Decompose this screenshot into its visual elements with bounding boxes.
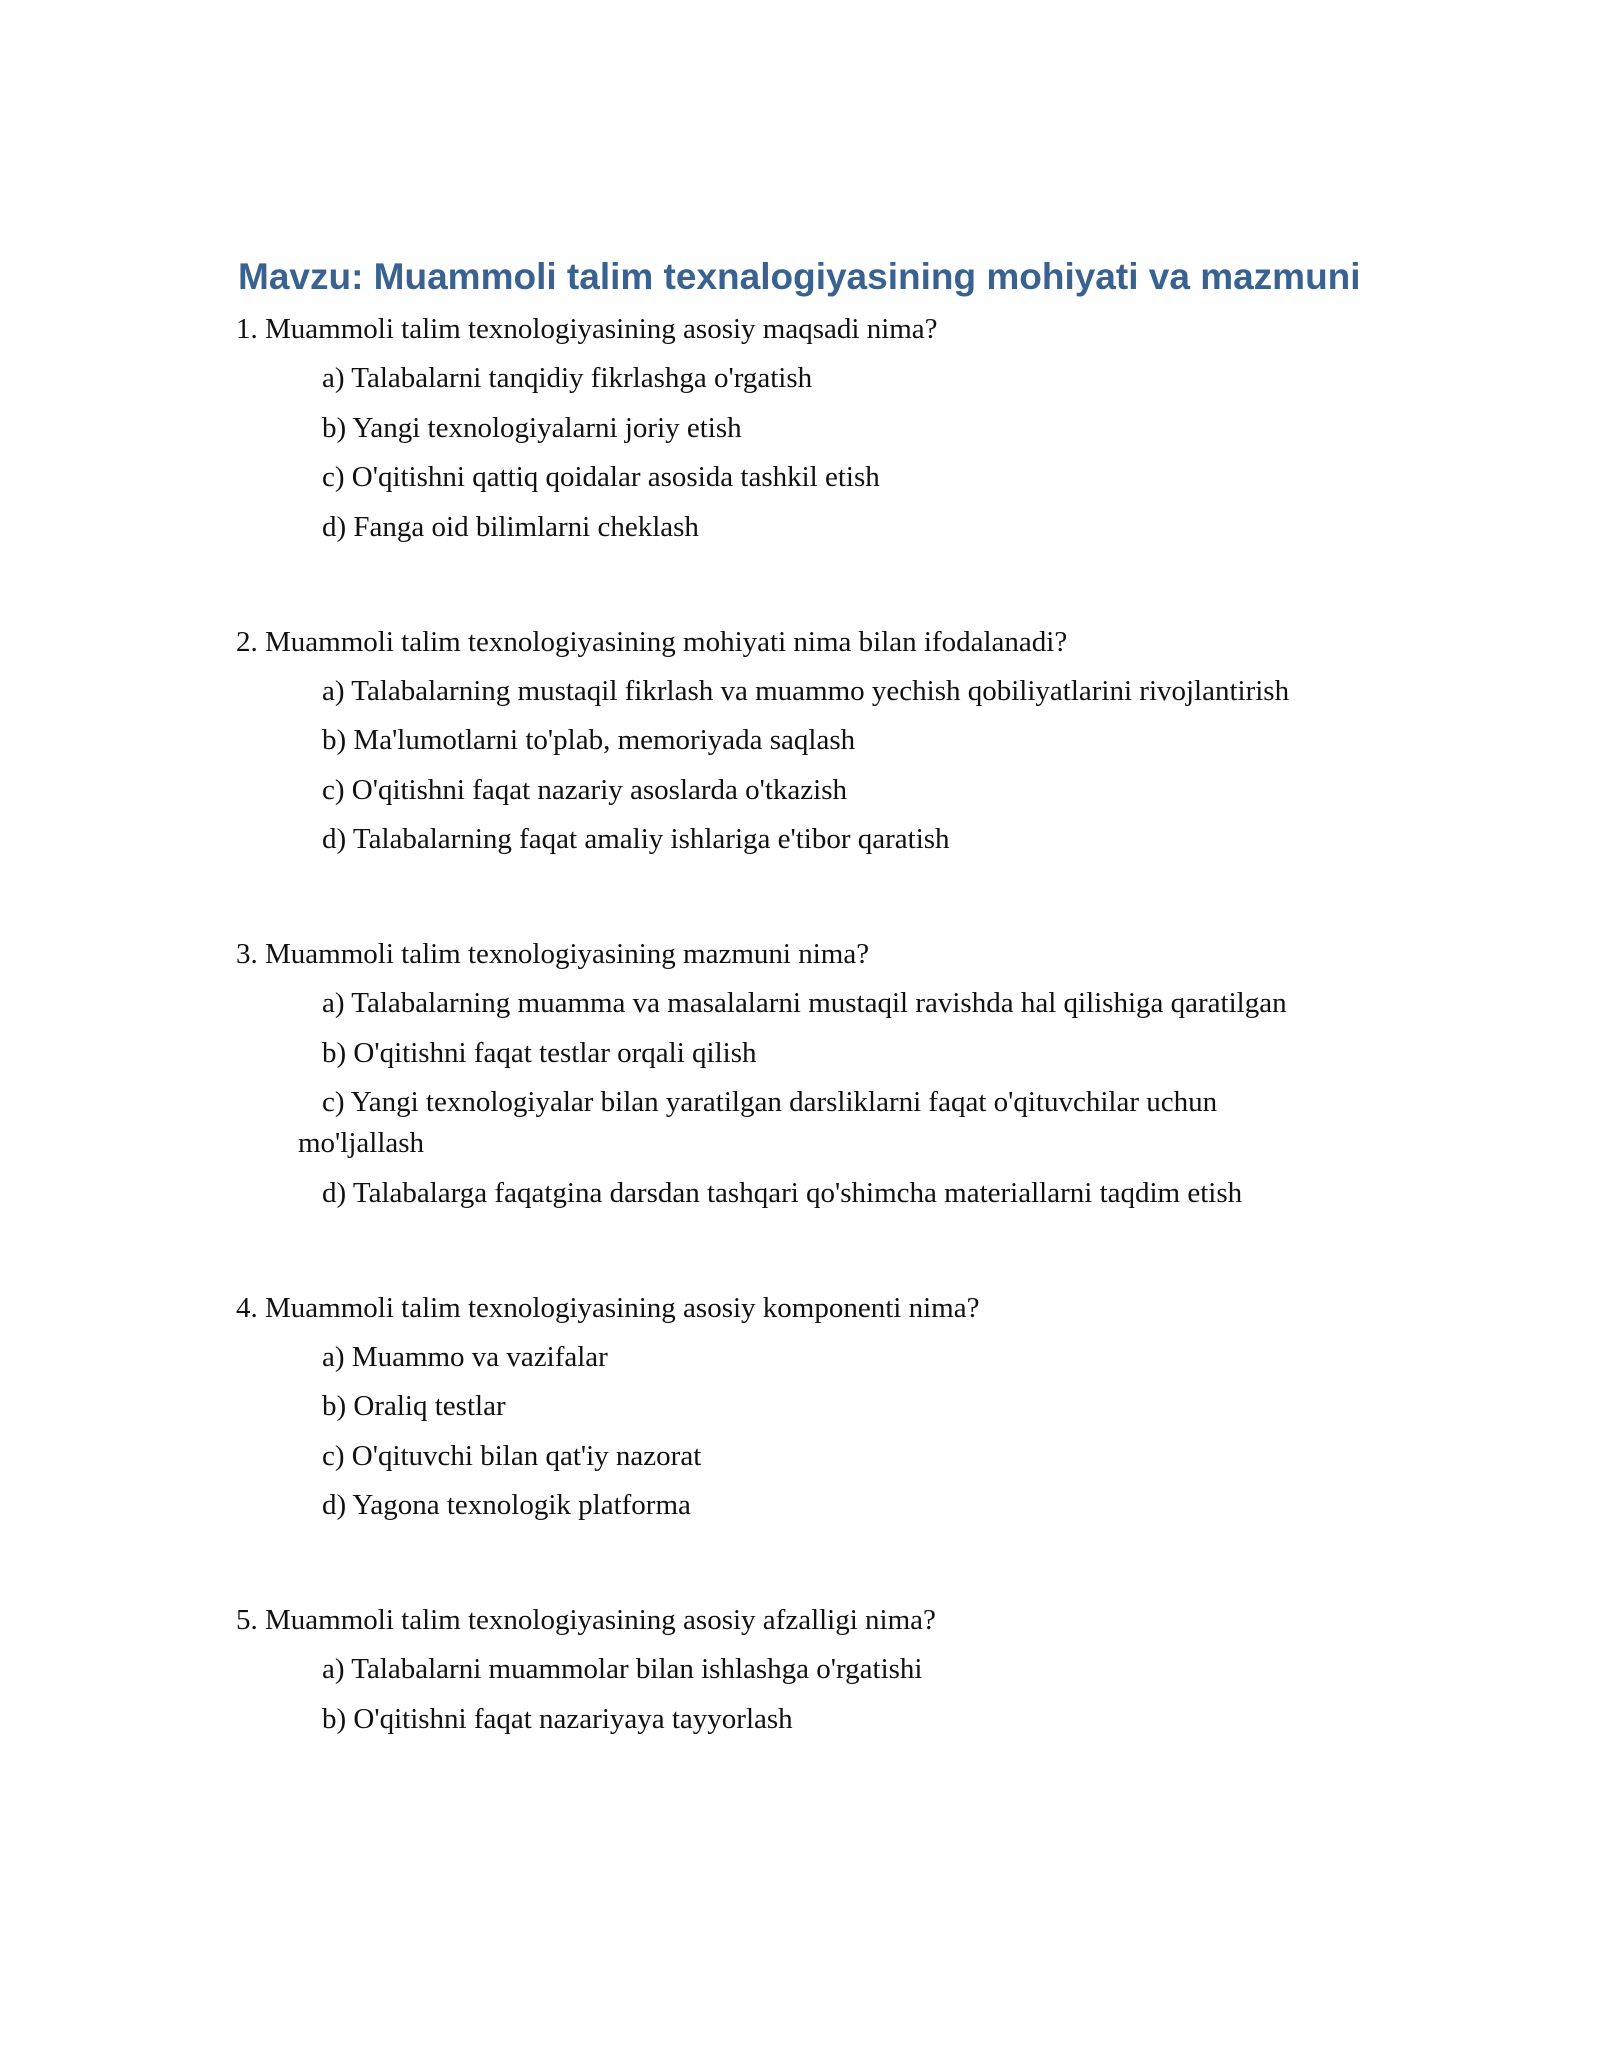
answer-options (236, 358, 1366, 548)
answer-option: d) Talabalarning faqat amaliy ishlariga e'tibor qaratish (322, 823, 950, 855)
answer-option: a) Talabalarning mustaqil fikrlash va muammo yechish qobiliyatlarini rivojlantirish (322, 674, 1290, 707)
answer-options (236, 1337, 1366, 1527)
question-text: 2. Muammoli talim texnologiyasining mohiyati nima bilan ifodalanadi? (236, 625, 1068, 658)
answer-option: c) O'qituvchi bilan qat'iy nazorat (322, 1439, 702, 1472)
answer-options (236, 1649, 1366, 1740)
question-text: 5. Muammoli talim texnologiyasining asosiy afzalligi nima? (236, 1604, 936, 1636)
answer-option: a) Talabalarning muamma va masalalarni mustaqil ravishda hal qilishiga qaratilgan (322, 987, 1287, 1019)
answer-option: a) Muammo va vazifalar (322, 1340, 608, 1373)
answer-option: b) Yangi texnologiyalarni joriy etish (322, 411, 742, 444)
answer-option: c) O'qitishni faqat nazariy asoslarda o'tkazish (322, 773, 848, 806)
question-item (236, 1595, 1366, 1740)
answer-option: a) Talabalarni tanqidiy fikrlashga o'rgatish (322, 362, 813, 394)
question-text: 4. Muammoli talim texnologiyasining asosiy komponenti nima? (236, 1291, 980, 1324)
question-item (236, 1283, 1366, 1527)
answer-options (236, 983, 1366, 1214)
answer-option: d) Yagona texnologik platforma (322, 1489, 691, 1521)
answer-option: b) O'qitishni faqat nazariyaya tayyorlash (322, 1702, 793, 1735)
document-title: Mavzu: Muammoli talim texnalogiyasining mohiyati va mazmuni (238, 256, 1361, 297)
question-text: 3. Muammoli talim texnologiyasining mazmuni nima? (236, 938, 870, 970)
answer-option: c) Yangi texnologiyalar bilan yaratilgan darsliklarni faqat o'qituvchilar uchun mo'ljallash (298, 1086, 1218, 1159)
question-text: 1. Muammoli talim texnologiyasining asosiy maqsadi nima? (236, 313, 938, 345)
answer-option: a) Talabalarni muammolar bilan ishlashga o'rgatishi (322, 1653, 923, 1685)
answer-option: c) O'qitishni qattiq qoidalar asosida tashkil etish (322, 461, 880, 493)
answer-option: b) Oraliq testlar (322, 1390, 506, 1422)
question-list (236, 304, 1366, 1809)
question-item (236, 304, 1366, 548)
question-item (236, 929, 1366, 1214)
question-item (236, 617, 1366, 861)
answer-option: b) O'qitishni faqat testlar orqali qilish (322, 1036, 757, 1069)
answer-option: b) Ma'lumotlarni to'plab, memoriyada saqlash (322, 724, 856, 756)
answer-option: d) Talabalarga faqatgina darsdan tashqari qo'shimcha materiallarni taqdim etish (322, 1176, 1243, 1209)
answer-option: d) Fanga oid bilimlarni cheklash (322, 510, 699, 543)
answer-options (236, 671, 1366, 861)
